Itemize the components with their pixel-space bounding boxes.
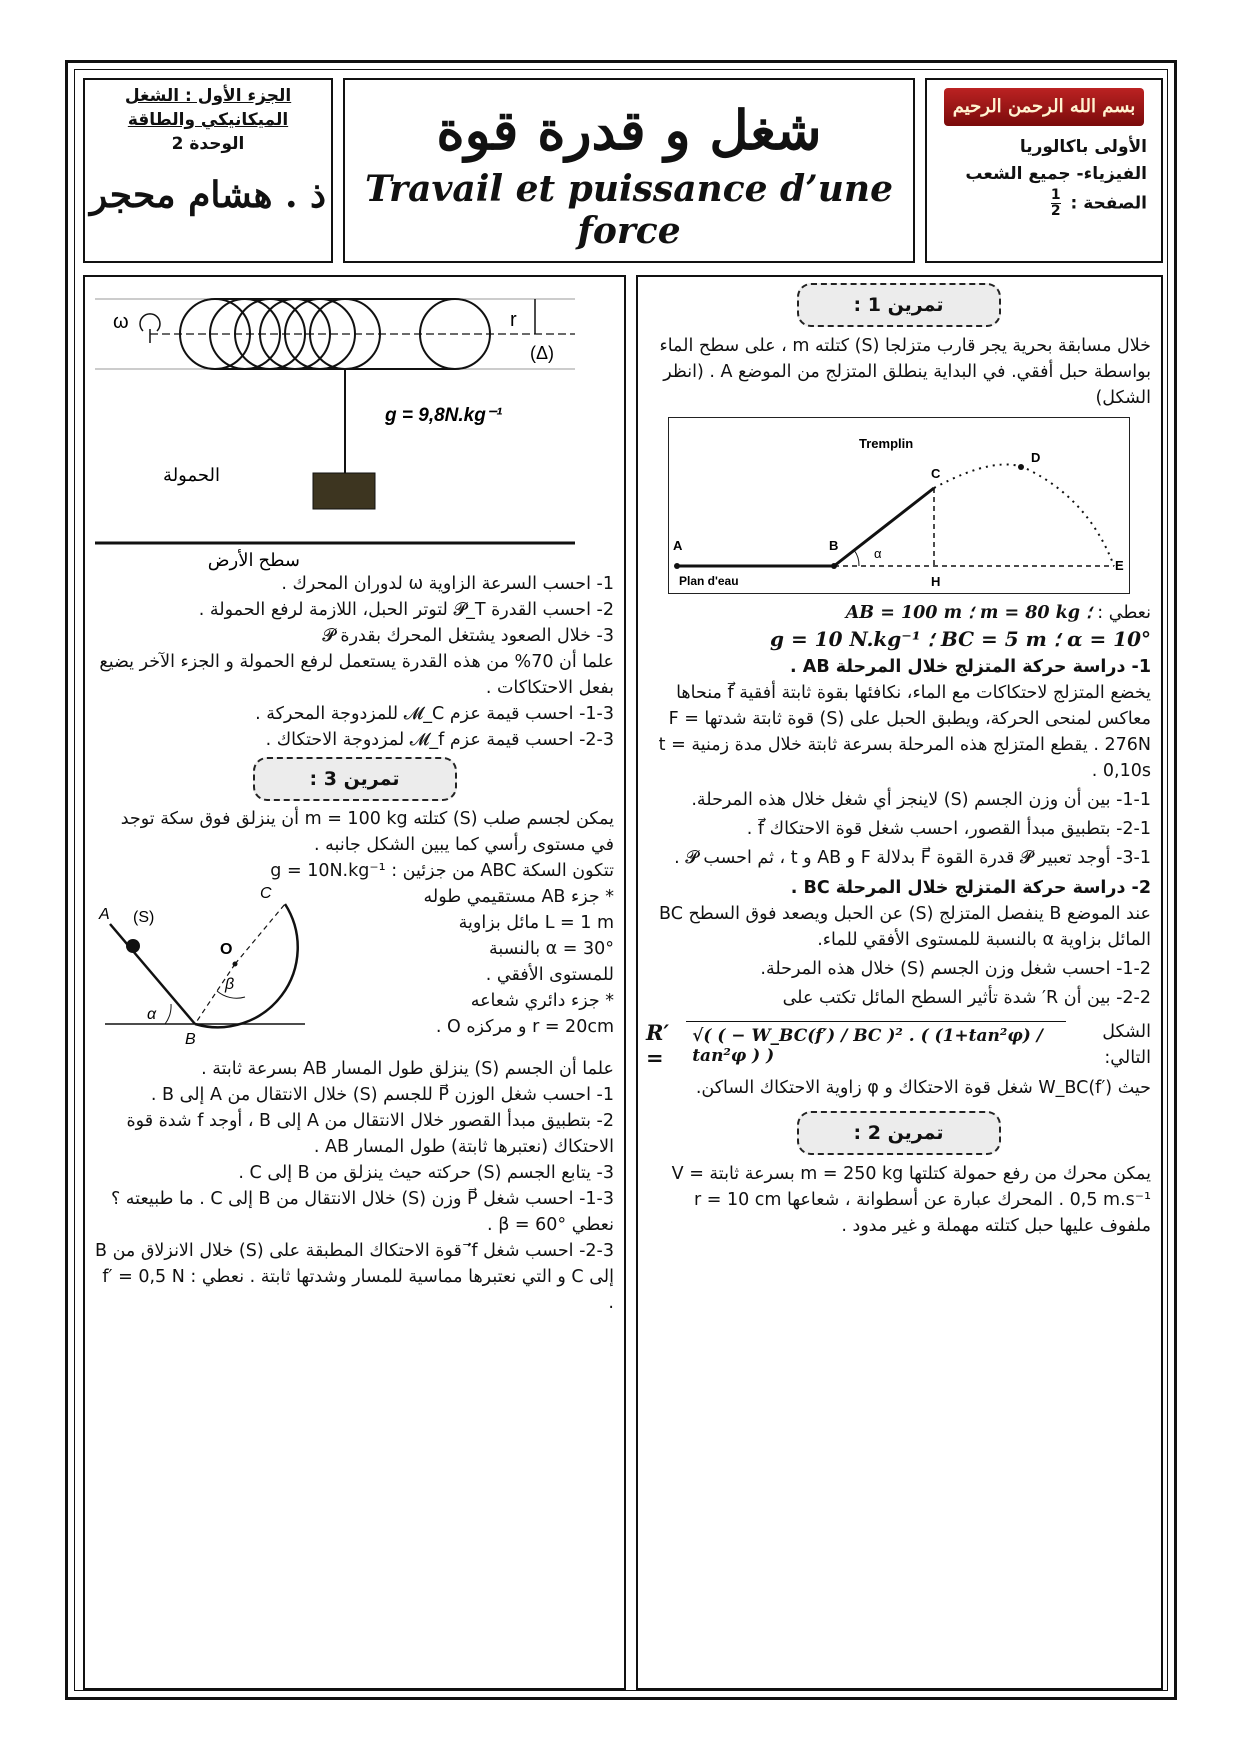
formula-lhs: R′ = xyxy=(646,1020,669,1070)
ex1-s1-title: 1- دراسة حركة المتزلج خلال المرحلة AB . xyxy=(790,657,1151,677)
load-label: الحمولة xyxy=(163,465,220,485)
label-b: B xyxy=(828,538,838,553)
ex3-r: r = 20cm و مركزه O . xyxy=(435,1017,614,1037)
page-fraction xyxy=(1051,188,1061,219)
label-plan: Plan d'eau xyxy=(678,574,739,588)
fig-c: C xyxy=(260,885,272,902)
ex3-alpha: α = 30° بالنسبة xyxy=(489,939,614,959)
left-column xyxy=(83,275,626,1690)
formula-label: الشكل التالي: xyxy=(1102,1022,1151,1068)
load-box xyxy=(313,473,375,509)
header-title-box xyxy=(343,78,915,263)
title-arabic: شغل و قدرة قوة xyxy=(436,98,822,162)
ex3-q3-2: 2-3- احسب شغل f′⃗ قوة الاحتكاك المطبقة على (S) خلال الانزلاق من B إلى C و التي نعتبرها مماسية للمسار وشدتها ثابتة . نعطي : f′ = 0,5 N . xyxy=(95,1241,614,1313)
ex1-s2-title: 2- دراسة حركة المتزلج خلال المرحلة BC . xyxy=(790,878,1151,898)
ex3-l: L = 1 m مائل بزاوية xyxy=(458,913,614,933)
ex3-intro: يمكن لجسم صلب (S) كتلته m = 100 kg أن ينزلق فوق سكة توجد في مستوى رأسي كما يبين الشكل جانبه . xyxy=(120,809,614,855)
header-right-box xyxy=(925,78,1163,263)
ex1-intro: خلال مسابقة بحرية يجر قارب متزلجا (S) كتلته m ، على سطح الماء بواسطة حبل أفقي. في البداية ينطلق المتزلج من الموضع A . (انظر الشكل) xyxy=(659,336,1151,408)
given-line1: AB = 100 m ؛ m = 80 kg ؛ xyxy=(845,603,1092,623)
solid-s xyxy=(126,939,140,953)
ex2-title: تمرين 2 : xyxy=(797,1111,1001,1155)
trajectory xyxy=(934,464,1114,566)
ex1-where: حيث W_BC(f′) شغل قوة الاحتكاك و φ زاوية الاحتكاك الساكن. xyxy=(695,1078,1151,1098)
fig-o: O xyxy=(220,941,233,958)
part-label-b: الميكانيكي والطاقة xyxy=(127,110,289,130)
label-c: C xyxy=(930,466,940,481)
g-label: g = 9,8N.kg⁻¹ xyxy=(385,405,503,426)
ex3-q3: 3- يتابع الجسم (S) حركته حيث ينزلق من B إلى C . xyxy=(238,1163,614,1183)
ex1-s2-text: عند الموضع B ينفصل المتزلج (S) عن الحبل ويصعد فوق السطح BC المائل بزاوية α بالنسبة للمستوى الأفقي للماء. xyxy=(659,904,1151,950)
unit-label: الوحدة 2 xyxy=(171,134,245,154)
ex1-title: تمرين 1 : xyxy=(797,283,1001,327)
label-h: H xyxy=(930,574,940,589)
label-a: A xyxy=(672,538,682,553)
ex3-title: تمرين 3 : xyxy=(253,757,457,801)
subject-label: الفيزياء- جميع الشعب xyxy=(965,164,1147,184)
label-tremplin: Tremplin xyxy=(858,436,913,451)
radius-label: r xyxy=(510,309,517,331)
fig-a: A xyxy=(99,906,110,923)
ex3-q1: 1- احسب شغل الوزن P⃗ للجسم (S) خلال الانتقال من A إلى B . xyxy=(150,1085,614,1105)
ex3-note: علما أن الجسم (S) ينزلق طول المسار AB بسرعة ثابتة . xyxy=(201,1059,614,1079)
ex2-text: يمكن محرك من رفع حمولة كتلتها m = 250 kg بسرعة ثابتة V = 0,5 m.s⁻¹ . المحرك عبارة عن أسطوانة ، شعاعها r = 10 cm ملفوف عليها حبل كتلته مهملة و غير مدود . xyxy=(671,1164,1151,1236)
given-line2: g = 10 N.kg⁻¹ ؛ BC = 5 m ؛ α = 10° xyxy=(770,627,1151,651)
ex3-q3-1: 1-3- احسب شغل P⃗ وزن (S) خلال الانتقال من B إلى C . ما طبيعته ؟ نعطي β = 60° . xyxy=(110,1189,614,1235)
ex2-q3: 3- خلال الصعود يشتغل المحرك بقدرة 𝓟 xyxy=(322,626,614,646)
arc-bc xyxy=(195,904,298,1027)
label-alpha: α xyxy=(873,546,882,561)
ski-jump-figure xyxy=(668,417,1130,594)
ex2-q2: 2- احسب القدرة 𝓟_T لتوتر الحبل، اللازمة لرفع الحمولة . xyxy=(198,600,614,620)
omega-label: ω xyxy=(113,311,129,333)
ex1-q2-1: 1-2- احسب شغل وزن الجسم (S) خلال هذه المرحلة. xyxy=(760,959,1151,979)
basmala-logo: بسم الله الرحمن الرحيم xyxy=(944,88,1144,126)
ex2-q3-1: 1-3- احسب قيمة عزم 𝓜_C للمزدوجة المحركة . xyxy=(255,704,614,724)
ex3-part-bc: * جزء دائري شعاعه xyxy=(470,991,614,1011)
formula-rhs: √( ( − W_BC(f′) / BC )² . ( (1+tan²φ) / tan²φ ) ) xyxy=(686,1021,1066,1070)
ex3-track: تتكون السكة ABC من جزئين : g = 10N.kg⁻¹ xyxy=(270,861,614,881)
label-d: D xyxy=(1030,450,1040,465)
ex3-figure-block xyxy=(95,884,614,1056)
fig-beta: β xyxy=(225,976,235,993)
teacher-name: ذ . هشام محجر xyxy=(89,174,327,216)
ex3-q2: 2- بتطبيق مبدأ القصور خلال الانتقال من A إلى B ، أوجد f شدة قوة الاحتكاك (نعتبرها ثابتة) طول المسار AB . xyxy=(126,1111,614,1157)
axis-label: (Δ) xyxy=(530,343,555,363)
track-figure xyxy=(95,884,345,1056)
given-label: نعطي : xyxy=(1097,603,1151,623)
ex2-q3-2: 2-3- احسب قيمة عزم 𝓜_f لمزدوجة الاحتكاك . xyxy=(265,730,614,750)
page-frame xyxy=(65,60,1177,1700)
fig-alpha: α xyxy=(147,1006,157,1023)
tremplin-line xyxy=(834,488,934,566)
ex1-q1-1: 1-1- بين أن وزن الجسم (S) لاينجز أي شغل خلال هذه المرحلة. xyxy=(691,790,1151,810)
ex3-part-ab: * جزء AB مستقيمي طوله xyxy=(423,887,614,907)
ex1-given xyxy=(646,600,1151,652)
fig-b: B xyxy=(185,1031,196,1048)
page-label: الصفحة : xyxy=(1070,193,1147,214)
ex1-q1-2: 2-1- بتطبيق مبدأ القصور، احسب شغل قوة الاحتكاك f⃗ . xyxy=(746,819,1151,839)
track-spec xyxy=(344,884,614,1040)
title-french: Travail et puissance d’une force xyxy=(364,168,894,252)
ex1-q2-2: 2-2- بين أن R′ شدة تأثير السطح المائل تكتب على xyxy=(782,988,1151,1008)
ex1-s1-text: يخضع المتزلج لاحتكاكات مع الماء، نكافئها بقوة ثابتة أفقية f⃗ منحاها معاكس لمنحى الحركة، ويطبق الحبل على (S) قوة ثابتة شدتها F = 276N . يقطع المتزلج هذه المرحلة بسرعة ثابتة خلال مدة زمنية t = 0,10s . xyxy=(658,683,1151,781)
ex3-horizontal: للمستوى الأفقي . xyxy=(485,965,614,985)
ground-label: سطح الأرض xyxy=(207,550,300,570)
part-label: الجزء الأول : الشغل xyxy=(124,86,292,106)
fig-s: (S) xyxy=(133,909,155,926)
page-num: 1 xyxy=(1050,187,1061,203)
level-label: الأولى باكالوريا xyxy=(1019,137,1147,157)
header-left-box xyxy=(83,78,333,263)
motor-figure xyxy=(95,281,615,571)
right-column xyxy=(636,275,1163,1690)
ex2-q1: 1- احسب السرعة الزاوية ω لدوران المحرك . xyxy=(281,574,614,594)
formula-row xyxy=(646,1019,1151,1071)
ex1-q1-3: 3-1- أوجد تعبير 𝓟 قدرة القوة F⃗ بدلالة F و AB و t ، ثم احسب 𝓟 . xyxy=(674,848,1151,868)
ex2-q3-text: علما أن 70% من هذه القدرة يستعمل لرفع الحمولة و الجزء الآخر يضيع بفعل الاحتكاكات . xyxy=(99,652,614,698)
page-indicator xyxy=(927,188,1161,219)
page-den: 2 xyxy=(1050,203,1061,219)
label-e: E xyxy=(1114,558,1124,573)
